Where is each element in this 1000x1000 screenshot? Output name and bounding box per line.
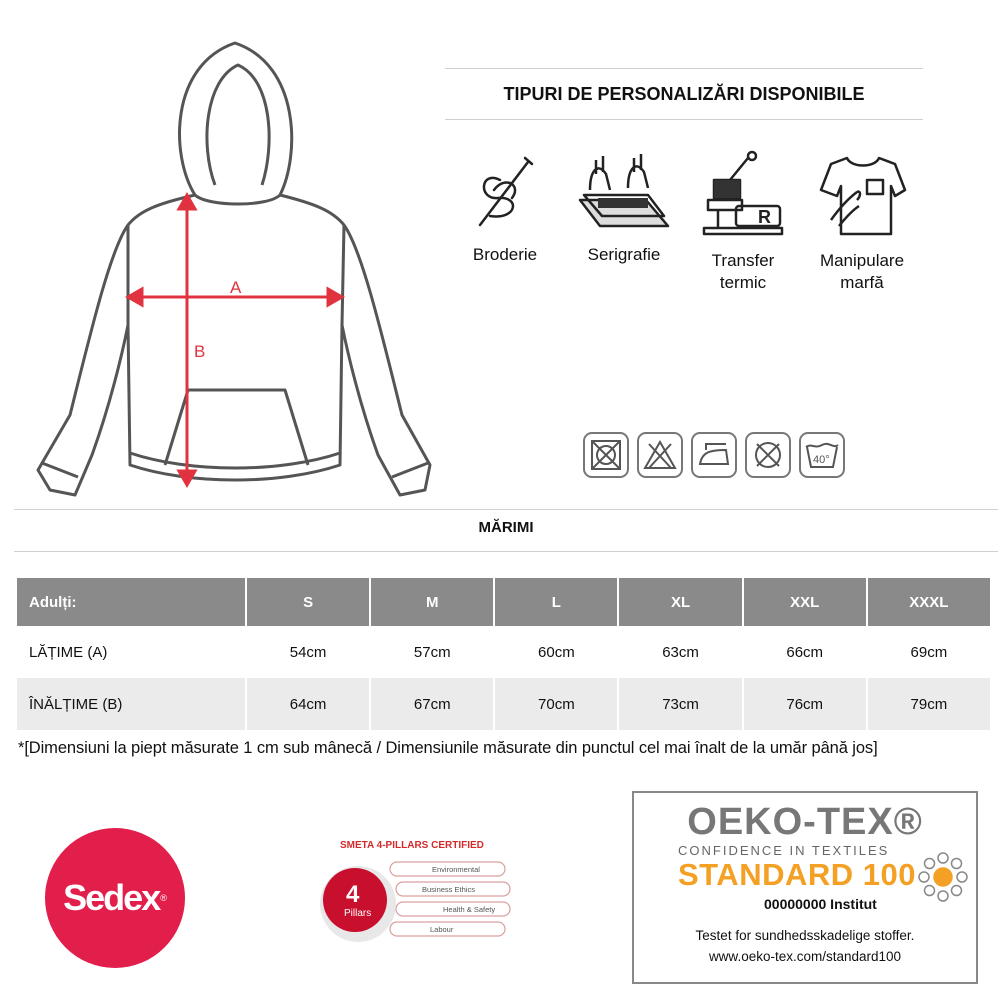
custom-label-line1: Serigrafie: [587, 245, 661, 264]
size-footnote: *[Dimensiuni la piept măsurate 1 cm sub mânecă / Dimensiunile măsurate din punctul cel mai înalt de la umăr până jos]: [18, 739, 878, 757]
table-row: [17, 626, 990, 678]
wash-temp-label: 40°: [813, 454, 830, 466]
no-tumble-dry-icon: [583, 432, 629, 478]
no-dry-clean-icon: [745, 432, 791, 478]
table-cell: 60cm: [538, 643, 575, 661]
custom-item-embroidery: [450, 150, 560, 266]
custom-item-screen-print: [569, 150, 679, 266]
height-arrow-bottom-head: [179, 471, 195, 485]
oeko-tex-label: [632, 791, 978, 984]
hoodie-body-outline: [38, 195, 430, 495]
pillar-label: Health & Safety: [443, 905, 496, 914]
table-cell: 66cm: [786, 643, 824, 661]
label-b: B: [194, 342, 206, 361]
oeko-standard: STANDARD 100: [678, 857, 916, 892]
row-label: ÎNĂLȚIME (B): [17, 678, 245, 730]
smeta-logo: [310, 830, 530, 960]
screen-print-icon: [576, 150, 672, 230]
hoodie-diagram: [30, 35, 440, 505]
customization-title: TIPURI DE PERSONALIZĂRI DISPONIBILE: [503, 83, 865, 104]
custom-item-handling: [807, 150, 917, 294]
sedex-name-part2: ex: [123, 877, 160, 918]
sizes-divider-top: [14, 509, 998, 510]
width-arrow-left-head: [128, 289, 142, 305]
no-bleach-icon: [637, 432, 683, 478]
column-header: XXXL: [868, 578, 990, 626]
column-header: L: [495, 578, 617, 626]
care-icons: [583, 432, 845, 478]
sedex-name-part1: Sed: [63, 877, 124, 918]
customization-header: [445, 68, 923, 120]
heat-press-icon: [700, 150, 786, 236]
table-cell: 73cm: [619, 678, 741, 730]
table-cell: 67cm: [371, 678, 493, 730]
width-arrow-right-head: [328, 289, 342, 305]
table-cell: 79cm: [868, 678, 990, 730]
oeko-subtitle: CONFIDENCE IN TEXTILES: [678, 843, 890, 858]
custom-label-line1: Transfer: [711, 251, 775, 270]
handling-shirt-icon: [817, 150, 907, 236]
embroidery-icon: [470, 150, 540, 230]
custom-label-line2: marfă: [840, 273, 884, 292]
oeko-flower-icon: [914, 848, 972, 906]
svg-text:R: R: [758, 207, 771, 227]
table-cell: 70cm: [495, 678, 617, 730]
smeta-title: SMETA 4-PILLARS CERTIFIED: [340, 840, 484, 851]
custom-label-line2: termic: [719, 273, 767, 292]
hoodie-hood-inner: [207, 65, 269, 185]
table-cell: 69cm: [910, 643, 948, 661]
sedex-logo: [45, 828, 185, 968]
oeko-tested: Testet for sundhedsskadelige stoffer.: [695, 928, 915, 943]
iron-icon: [691, 432, 737, 478]
smeta-badge-word: Pillars: [344, 908, 372, 919]
table-cell: 64cm: [247, 678, 369, 730]
table-cell: 63cm: [662, 643, 699, 661]
column-header: M: [371, 578, 493, 626]
column-header: XL: [619, 578, 741, 626]
custom-label-line1: Broderie: [472, 245, 538, 264]
wash-40-icon: [799, 432, 845, 478]
row-label: LĂȚIME (A): [29, 643, 108, 661]
table-cell: 54cm: [289, 643, 327, 661]
table-row: [17, 678, 990, 730]
sizes-divider-bottom: [14, 551, 998, 552]
oeko-brand: OEKO-TEX®: [687, 801, 923, 843]
custom-item-heat-transfer: [688, 150, 798, 294]
table-cell: 57cm: [413, 643, 451, 661]
size-table-header: [17, 578, 990, 626]
table-cell: 76cm: [744, 678, 866, 730]
header-label: Adulți:: [17, 578, 245, 626]
size-table: [15, 578, 992, 730]
column-header: S: [247, 578, 369, 626]
sizes-title: MĂRIMI: [478, 519, 534, 536]
column-header: XXL: [744, 578, 866, 626]
custom-label-line1: Manipulare: [819, 251, 905, 270]
sedex-mark: ®: [160, 893, 167, 903]
smeta-badge-number: 4: [346, 881, 360, 908]
pillar-label: Environmental: [432, 865, 480, 874]
oeko-url: www.oeko-tex.com/standard100: [708, 949, 902, 964]
oeko-institute: 00000000 Institut: [764, 896, 877, 912]
pillar-label: Labour: [430, 925, 454, 934]
pillar-label: Business Ethics: [422, 885, 475, 894]
label-a: A: [230, 278, 242, 297]
